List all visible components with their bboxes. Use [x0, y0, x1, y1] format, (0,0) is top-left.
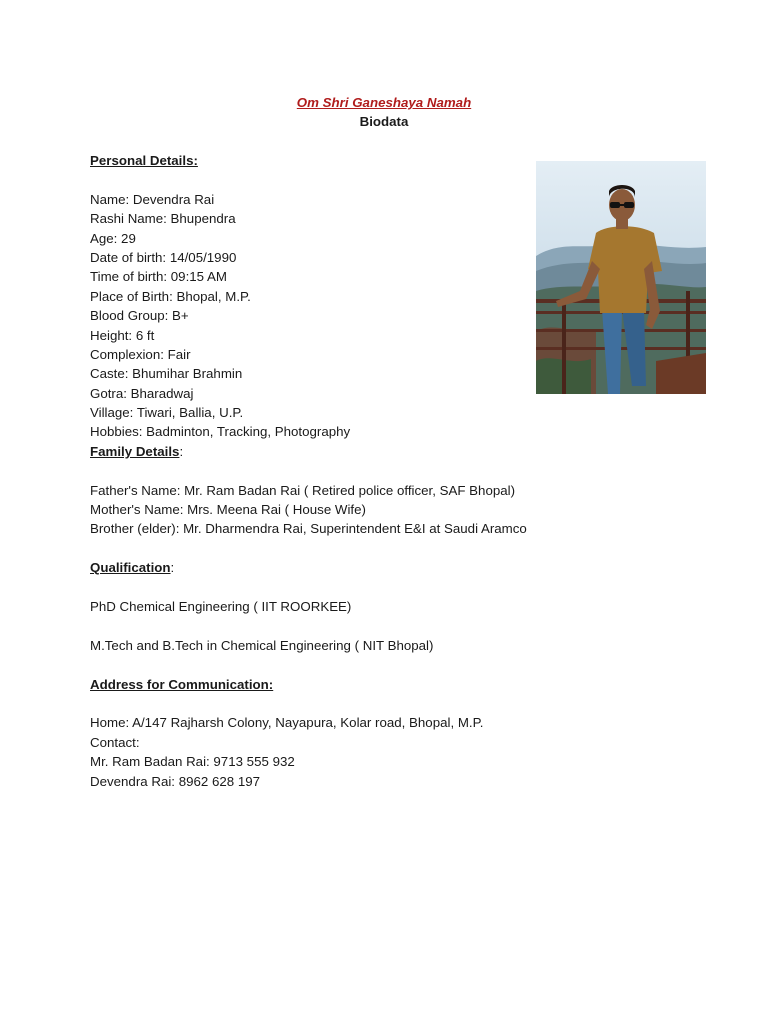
- personal-detail-blood-group: Blood Group: B+: [90, 308, 189, 324]
- qualification-heading: Qualification: [90, 560, 171, 576]
- spacer: [90, 461, 610, 480]
- personal-detail-date-of-birth: Date of birth: 14/05/1990: [90, 249, 237, 265]
- address-contact-devendra: Devendra Rai: 8962 628 197: [90, 773, 261, 789]
- spacer: [90, 578, 610, 597]
- personal-detail-time-of-birth: Time of birth: 09:15 AM: [90, 269, 227, 285]
- qualification-mtech-btech: M.Tech and B.Tech in Chemical Engineering ( NIT Bhopal): [90, 637, 434, 653]
- invocation-text: Om Shri Ganeshaya Namah: [296, 95, 472, 110]
- spacer: [90, 170, 610, 189]
- address-home: Home: A/147 Rajharsh Colony, Nayapura, Kolar road, Bhopal, M.P.: [90, 715, 484, 731]
- personal-detail-hobbies: Hobbies: Badminton, Tracking, Photography: [90, 424, 351, 440]
- personal-detail-age: Age: 29: [90, 230, 136, 246]
- personal-detail-village: Village: Tiwari, Ballia, U.P.: [90, 405, 244, 421]
- spacer: [90, 616, 610, 635]
- qualification-colon: :: [170, 560, 175, 576]
- address-heading: Address for Communication:: [90, 676, 274, 692]
- personal-details-heading: Personal Details:: [90, 153, 198, 168]
- personal-detail-complexion: Complexion: Fair: [90, 346, 191, 362]
- qualification-phd: PhD Chemical Engineering ( IIT ROORKEE): [90, 598, 352, 614]
- personal-detail-caste: Caste: Bhumihar Brahmin: [90, 366, 243, 382]
- personal-detail-place-of-birth: Place of Birth: Bhopal, M.P.: [90, 288, 251, 304]
- personal-detail-name: Name: Devendra Rai: [90, 191, 215, 207]
- personal-detail-rashi-name: Rashi Name: Bhupendra: [90, 211, 236, 227]
- personal-detail-height: Height: 6 ft: [90, 327, 155, 343]
- biodata-content: [90, 151, 610, 791]
- qualification-heading-row: [90, 558, 610, 577]
- personal-detail-gotra: Gotra: Bharadwaj: [90, 385, 194, 401]
- spacer: [90, 655, 610, 674]
- address-contact-label: Contact:: [90, 734, 140, 750]
- spacer: [90, 539, 610, 558]
- family-detail-father: Father's Name: Mr. Ram Badan Rai ( Retired police officer, SAF Bhopal): [90, 482, 516, 498]
- family-details-heading: Family Details: [90, 443, 180, 459]
- family-details-colon: :: [179, 443, 184, 459]
- family-detail-mother: Mother's Name: Mrs. Meena Rai ( House Wife): [90, 502, 366, 518]
- spacer: [90, 694, 610, 713]
- document-header: [0, 93, 768, 131]
- family-details-heading-row: [90, 442, 610, 461]
- family-detail-brother: Brother (elder): Mr. Dharmendra Rai, Superintendent E&I at Saudi Aramco: [90, 521, 527, 537]
- address-contact-father: Mr. Ram Badan Rai: 9713 555 932: [90, 754, 295, 770]
- document-title: Biodata: [359, 114, 409, 129]
